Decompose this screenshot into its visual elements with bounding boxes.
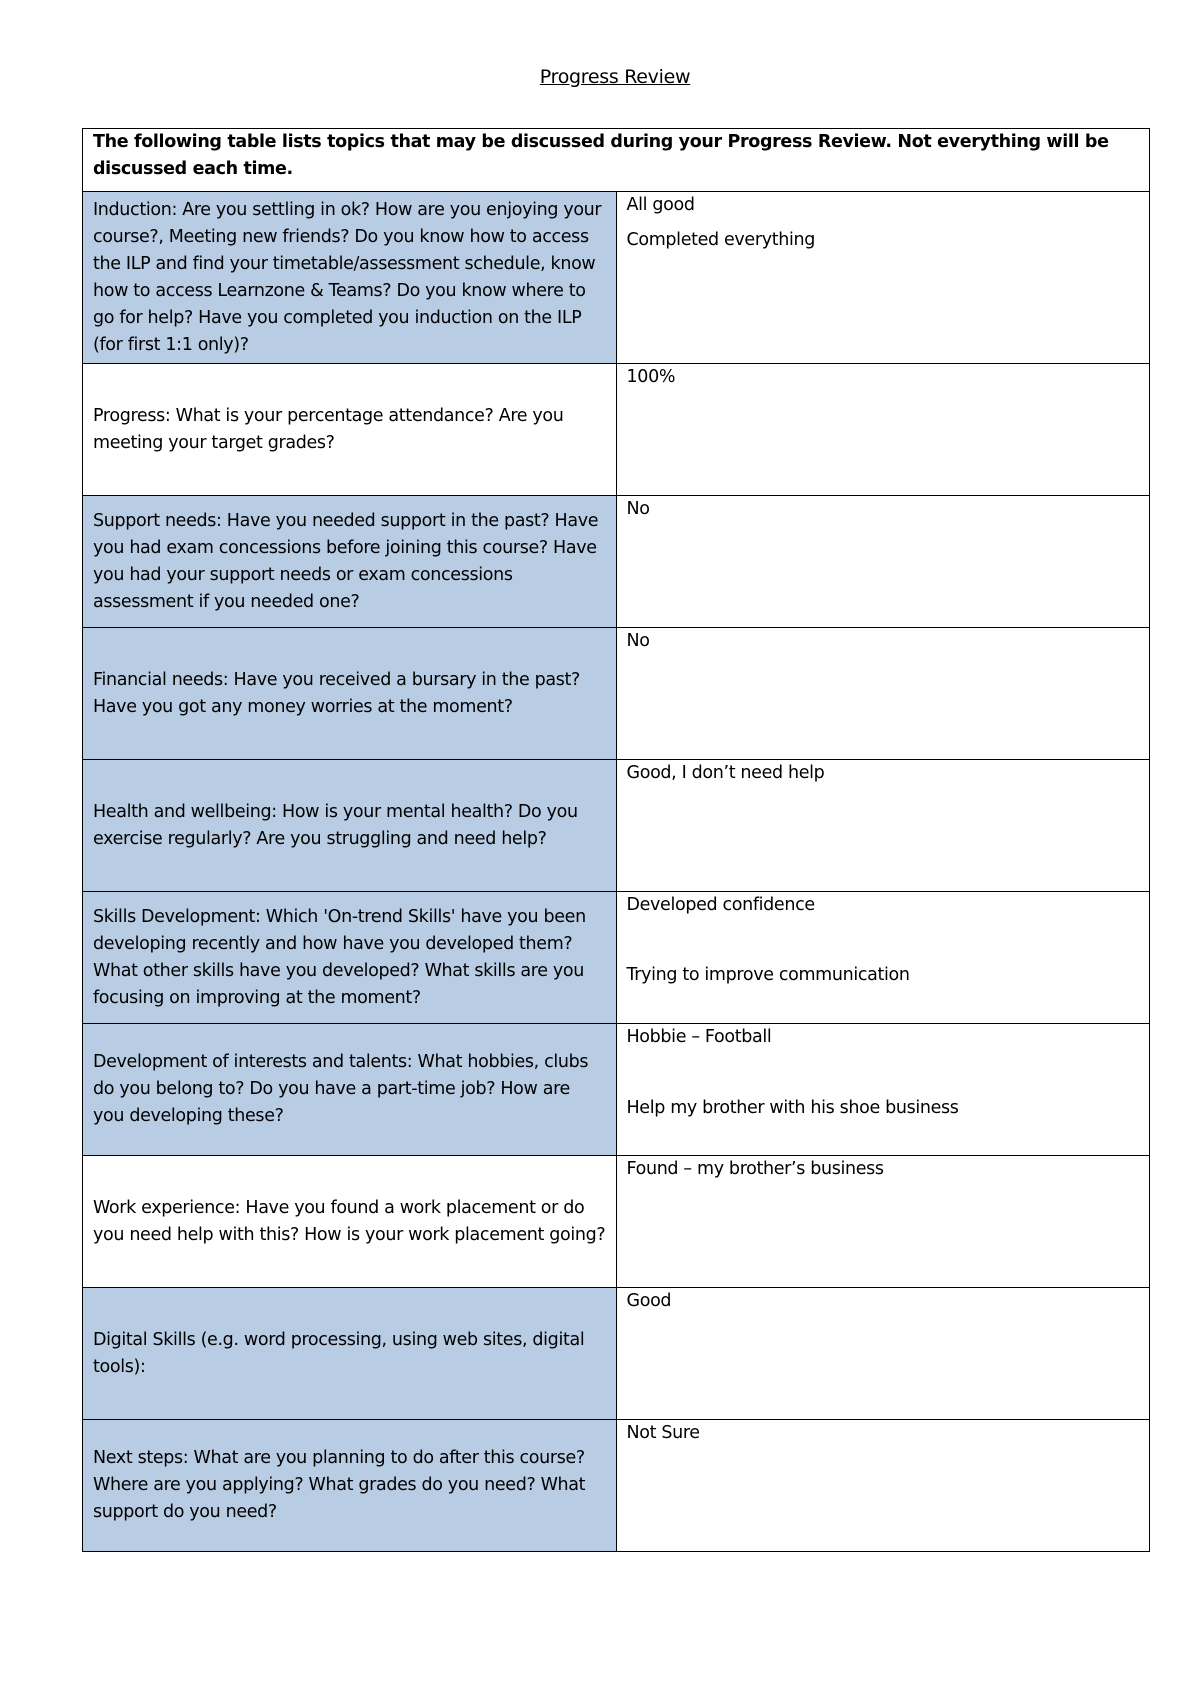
table-row-health-wellbeing (83, 760, 1150, 892)
answer-financial-needs (616, 628, 1150, 760)
question-digital-skills: Digital Skills (e.g. word processing, using web sites, digital tools): (83, 1288, 617, 1420)
question-support-needs: Support needs: Have you needed support in the past? Have you had exam concessions before joining this course? Have you had your support needs or exam concessions assessment if you needed one? (83, 496, 617, 628)
answer-progress (616, 364, 1150, 496)
question-work-experience: Work experience: Have you found a work placement or do you need help with this? How is your work placement going? (83, 1156, 617, 1288)
answer-line: Completed everything (626, 230, 815, 250)
answer-line: Developed confidence (626, 895, 815, 915)
question-induction: Induction: Are you settling in ok? How are you enjoying your course?, Meeting new friends? Do you know how to access the ILP and find your timetable/assessment schedule, know how to access Learnzone & Teams? Do you know where to go for help? Have you completed you induction on the ILP (for first 1:1 only)? (83, 192, 617, 364)
answer-line: No (626, 499, 650, 519)
answer-line: Good, I don’t need help (626, 763, 825, 783)
table-row-induction (83, 192, 1150, 364)
answer-line: Trying to improve communication (626, 965, 910, 985)
question-health-wellbeing: Health and wellbeing: How is your mental health? Do you exercise regularly? Are you struggling and need help? (83, 760, 617, 892)
question-next-steps: Next steps: What are you planning to do after this course? Where are you applying? What grades do you need? What support do you need? (83, 1420, 617, 1552)
intro-text: The following table lists topics that may be discussed during your Progress Review. Not everything will be discussed each time. (83, 129, 1150, 192)
table-row-support-needs (83, 496, 1150, 628)
answer-spacer (627, 919, 1140, 962)
table-row-interests-talents (83, 1024, 1150, 1156)
question-interests-talents: Development of interests and talents: What hobbies, clubs do you belong to? Do you have a part-time job? How are you developing these? (83, 1024, 617, 1156)
table-row-financial-needs (83, 628, 1150, 760)
page-title: Progress Review (539, 66, 691, 88)
question-financial-needs: Financial needs: Have you received a bursary in the past? Have you got any money worries at the moment? (83, 628, 617, 760)
answer-health-wellbeing (616, 760, 1150, 892)
answer-support-needs (616, 496, 1150, 628)
question-progress: Progress: What is your percentage attendance? Are you meeting your target grades? (83, 364, 617, 496)
question-skills-development: Skills Development: Which 'On-trend Skills' have you been developing recently and how have you developed them? What other skills have you developed? What skills are you focusing on improving at the moment? (83, 892, 617, 1024)
answer-skills-development (616, 892, 1150, 1024)
progress-review-table (82, 128, 1150, 1552)
answer-line: Not Sure (626, 1423, 700, 1443)
answer-line: All good (626, 195, 695, 215)
table-row-digital-skills (83, 1288, 1150, 1420)
table-row-work-experience (83, 1156, 1150, 1288)
table-row-skills-development (83, 892, 1150, 1024)
table-row-progress (83, 364, 1150, 496)
answer-spacer (627, 1051, 1140, 1095)
answer-line: Found – my brother’s business (626, 1159, 884, 1179)
table-row-next-steps (83, 1420, 1150, 1552)
answer-next-steps (616, 1420, 1150, 1552)
answer-digital-skills (616, 1288, 1150, 1420)
answer-interests-talents (616, 1024, 1150, 1156)
answer-line: Hobbie – Football (626, 1027, 772, 1047)
answer-line: No (626, 631, 650, 651)
answer-line: Help my brother with his shoe business (626, 1098, 959, 1118)
answer-line: Good (626, 1291, 672, 1311)
answer-induction (616, 192, 1150, 364)
answer-work-experience (616, 1156, 1150, 1288)
table-row-intro (83, 129, 1150, 192)
answer-line: 100% (626, 367, 676, 387)
